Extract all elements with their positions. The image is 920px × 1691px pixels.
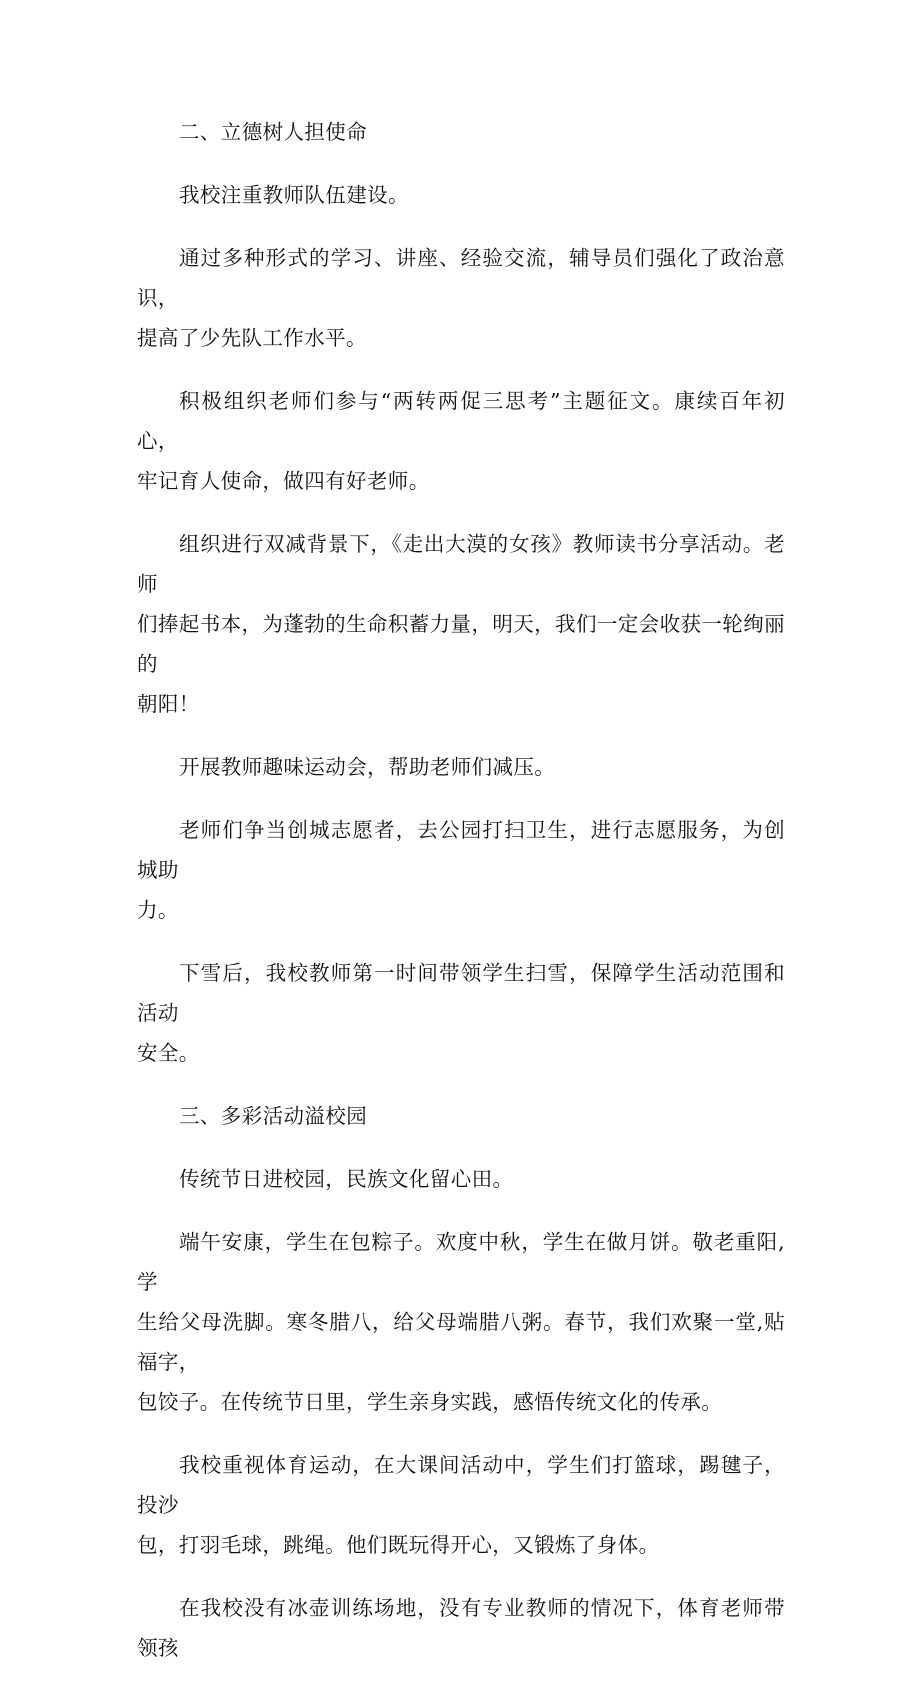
paragraph-reading-activity: 组织进行双减背景下，《走出大漠的女孩》教师读书分享活动。老师 们捧起书本，为蓬勃的生命积蓄力量，明天，我们一定会收获一轮绚丽的 朝阳！: [137, 532, 785, 716]
paragraph-volunteers: 老师们争当创城志愿者，去公园打扫卫生，进行志愿服务，为创城助 力。: [137, 818, 785, 922]
paragraph-physical-education: 我校重视体育运动，在大课间活动中，学生们打篮球，踢毽子，投沙 包，打羽毛球，跳绳。他们既玩得开心，又锻炼了身体。: [137, 1453, 785, 1557]
paragraph-snow-clearing: 下雪后，我校教师第一时间带领学生扫雪，保障学生活动范围和活动 安全。: [137, 961, 785, 1065]
paragraph-teacher-team: 我校注重教师队伍建设。: [179, 183, 409, 207]
document-body: [137, 112, 785, 1691]
paragraph-traditional-festivals: 传统节日进校园，民族文化留心田。: [179, 1167, 514, 1191]
paragraph-curling-training: 在我校没有冰壶训练场地，没有专业教师的情况下，体育老师带领孩: [137, 1596, 785, 1660]
paragraph-essay-contest: 积极组织老师们参与“两转两促三思考”主题征文。康续百年初心， 牢记育人使命，做四有好老师。: [137, 389, 785, 493]
paragraph-training: 通过多种形式的学习、讲座、经验交流，辅导员们强化了政治意识， 提高了少先队工作水平。: [137, 246, 785, 350]
paragraph-sports-meet: 开展教师趣味运动会，帮助老师们减压。: [179, 755, 556, 779]
section-heading-2: 二、立德树人担使命: [179, 120, 368, 144]
paragraph-festival-activities: 端午安康，学生在包粽子。欢度中秋，学生在做月饼。敬老重阳,学 生给父母洗脚。寒冬腊八，给父母端腊八粥。春节，我们欢聚一堂,贴福字， 包饺子。在传统节日里，学生亲身实践，感悟传统文化的传承。: [137, 1230, 785, 1414]
section-heading-3: 三、多彩活动溢校园: [179, 1104, 368, 1128]
